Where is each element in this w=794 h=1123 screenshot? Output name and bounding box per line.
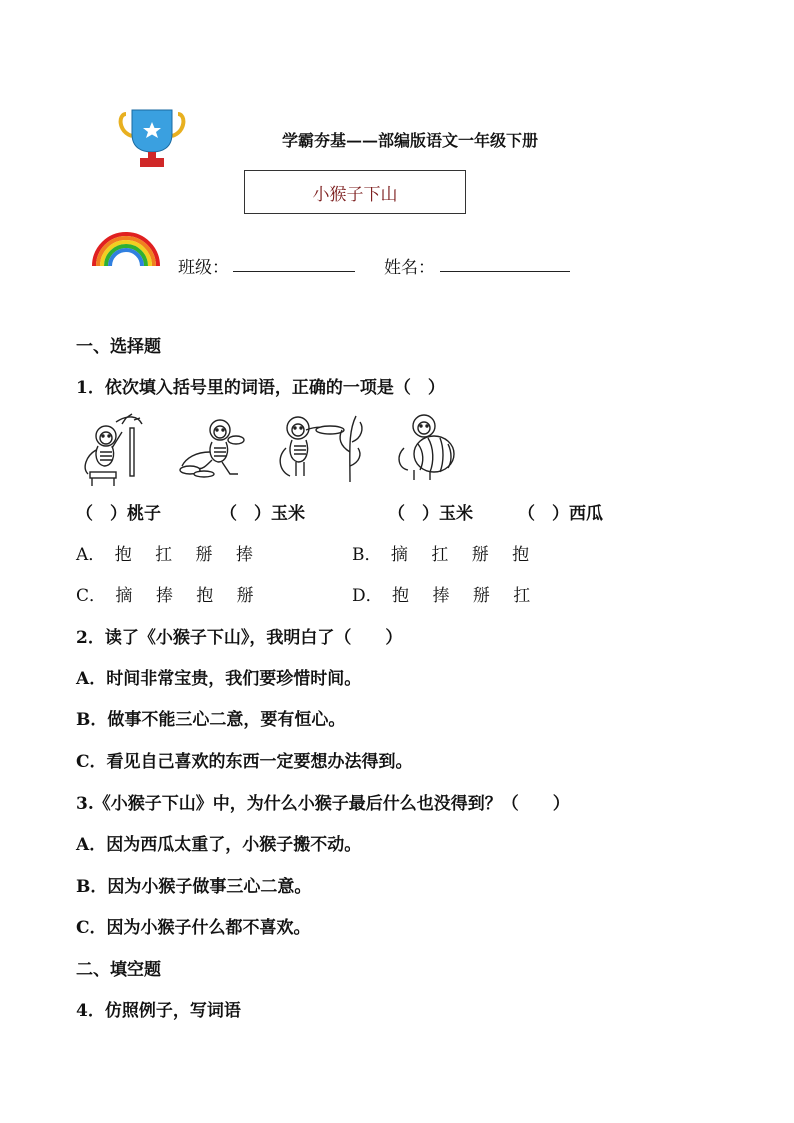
rainbow-icon bbox=[90, 228, 162, 268]
option-word: 掰 bbox=[195, 545, 213, 565]
option-word: 扛 bbox=[155, 545, 173, 565]
q2-option-a[interactable]: A．时间非常宝贵，我们要珍惜时间。 bbox=[76, 669, 362, 689]
option-letter: B． bbox=[352, 545, 382, 565]
q1-stem: 1．依次填入括号里的词语，正确的一项是（ ） bbox=[76, 378, 445, 398]
q1-blank-watermelon: （ ）西瓜 bbox=[518, 504, 603, 524]
q2-stem: 2．读了《小猴子下山》，我明白了（ ） bbox=[76, 628, 403, 648]
option-word: 抱 bbox=[114, 545, 132, 565]
option-word: 摘 bbox=[390, 545, 408, 565]
q3-stem: 3.《小猴子下山》中，为什么小猴子最后什么也没得到？（ ） bbox=[76, 794, 570, 814]
q2-option-c[interactable]: C．看见自己喜欢的东西一定要想办法得到。 bbox=[76, 752, 413, 772]
option-word: 捧 bbox=[155, 586, 173, 606]
option-word: 抱 bbox=[392, 586, 410, 606]
q1-option-d[interactable] bbox=[352, 585, 530, 607]
class-input-line[interactable] bbox=[233, 271, 355, 272]
trophy-icon bbox=[118, 108, 186, 170]
q1-blank-corn-1: （ ）玉米 bbox=[220, 504, 305, 524]
class-label: 班级： bbox=[178, 258, 229, 278]
monkey-corn-field-illustration bbox=[276, 412, 366, 484]
option-word: 捧 bbox=[235, 545, 253, 565]
option-word: 抱 bbox=[512, 545, 530, 565]
option-word: 掰 bbox=[236, 586, 254, 606]
q1-blank-peach: （ ）桃子 bbox=[76, 504, 161, 524]
name-input-line[interactable] bbox=[440, 271, 570, 272]
q2-option-b[interactable]: B．做事不能三心二意，要有恒心。 bbox=[76, 710, 346, 730]
name-label: 姓名： bbox=[384, 258, 435, 278]
option-word: 摘 bbox=[115, 586, 133, 606]
option-word: 扛 bbox=[513, 586, 531, 606]
lesson-title: 小猴子下山 bbox=[312, 184, 398, 205]
document-header-title: 学霸夯基——部编版语文一年级下册 bbox=[282, 131, 539, 150]
option-letter: D． bbox=[352, 586, 383, 606]
option-letter: A． bbox=[76, 545, 106, 565]
option-word: 掰 bbox=[472, 586, 490, 606]
q4-stem: 4．仿照例子，写词语 bbox=[76, 1001, 241, 1021]
monkey-peach-illustration bbox=[76, 412, 152, 490]
option-letter: C． bbox=[76, 586, 107, 606]
option-word: 扛 bbox=[431, 545, 449, 565]
q1-option-a[interactable] bbox=[76, 544, 253, 566]
monkey-corn-illustration bbox=[176, 412, 252, 482]
monkey-watermelon-illustration bbox=[394, 412, 460, 484]
lesson-title-box bbox=[244, 170, 466, 214]
q1-option-b[interactable] bbox=[352, 544, 529, 566]
option-word: 掰 bbox=[471, 545, 489, 565]
section-fill-heading: 二、填空题 bbox=[76, 960, 161, 980]
q1-blank-corn-2: （ ）玉米 bbox=[388, 504, 473, 524]
option-word: 抱 bbox=[196, 586, 214, 606]
q1-option-c[interactable] bbox=[76, 585, 254, 607]
q3-option-a[interactable]: A．因为西瓜太重了，小猴子搬不动。 bbox=[76, 835, 362, 855]
q3-option-b[interactable]: B．因为小猴子做事三心二意。 bbox=[76, 877, 312, 897]
q3-option-c[interactable]: C．因为小猴子什么都不喜欢。 bbox=[76, 918, 311, 938]
section-choice-heading: 一、选择题 bbox=[76, 337, 161, 357]
option-word: 捧 bbox=[432, 586, 450, 606]
